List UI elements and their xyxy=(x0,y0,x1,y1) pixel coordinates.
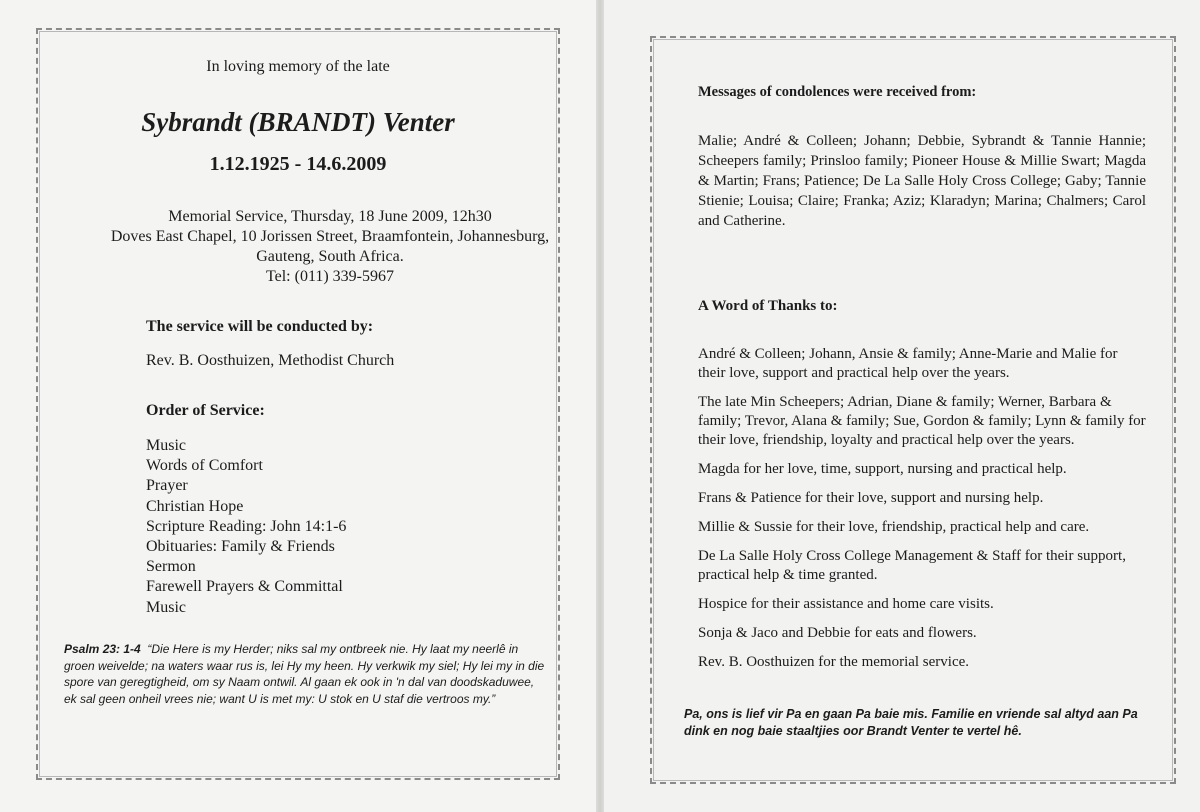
order-item: Scripture Reading: John 14:1-6 xyxy=(146,517,347,535)
thanks-list xyxy=(698,345,1148,682)
order-item: Music xyxy=(146,598,186,616)
order-of-service-list xyxy=(146,436,346,618)
conducted-by-heading: The service will be conducted by: xyxy=(146,318,374,335)
order-of-service-heading: Order of Service: xyxy=(146,402,265,419)
thanks-item: Sonja & Jaco and Debbie for eats and flowers. xyxy=(698,625,977,641)
thanks-item: De La Salle Holy Cross College Management & Staff for their support, practical help & time granted. xyxy=(698,548,1126,583)
order-item: Farewell Prayers & Committal xyxy=(146,578,343,596)
condolences-heading: Messages of condolences were received from: xyxy=(698,84,977,100)
condolences-list: Malie; André & Colleen; Johann; Debbie, Sybrandt & Tannie Hannie; Scheepers family; Prinsloo family; Pioneer House & Millie Swart; Magda & Martin; Frans; Patience; De La Salle Holy Cross College; Gaby; Tannie Stienie; Louisa; Claire; Franka; Aziz; Klaradyn; Marina; Chalmers; Carol and Catherine. xyxy=(698,133,1146,229)
order-item: Words of Comfort xyxy=(146,457,263,475)
thanks-item: Hospice for their assistance and home care visits. xyxy=(698,596,994,612)
thanks-item: Frans & Patience for their love, support and nursing help. xyxy=(698,490,1044,506)
memory-line: In loving memory of the late xyxy=(206,58,390,75)
service-phone-line: Tel: (011) 339-5967 xyxy=(265,268,395,285)
thanks-heading: A Word of Thanks to: xyxy=(698,298,838,314)
service-region-line: Gauteng, South Africa. xyxy=(256,248,404,265)
thanks-item: The late Min Scheepers; Adrian, Diane & family; Werner, Barbara & family; Trevor, Alana & family; Sue, Gordon & family; Lynn & family for their love, friendship, loyalty and practical help over the years. xyxy=(698,394,1146,448)
order-item: Christian Hope xyxy=(146,497,244,515)
psalm-reference: Psalm 23: 1-4 xyxy=(64,642,141,656)
thanks-item: André & Colleen; Johann, Ansie & family; Anne-Marie and Malie for their love, support and practical help over the years. xyxy=(698,346,1118,381)
page-fold xyxy=(596,0,604,812)
thanks-item: Magda for her love, time, support, nursing and practical help. xyxy=(698,461,1067,477)
service-address-line: Doves East Chapel, 10 Jorissen Street, Braamfontein, Johannesburg, xyxy=(110,228,550,245)
thanks-item: Millie & Sussie for their love, friendship, practical help and care. xyxy=(698,519,1090,535)
psalm-passage xyxy=(64,641,550,707)
deceased-name: Sybrandt (BRANDT) Venter xyxy=(141,107,455,137)
psalm-text: “Die Here is my Herder; niks sal my ontbreek nie. Hy laat my neerlê in groen weivelde; na waters waar rus is, lei Hy my heen. Hy verkwik my siel; Hy lei my in die spore van geregtigheid, om sy Naam ontwil. Al gaan ek ook in 'n dal van doodskaduwee, ek sal geen onheil vrees nie; want U is met my: U stok en U staf die vertroos my.” xyxy=(64,642,545,706)
life-dates: 1.12.1925 - 14.6.2009 xyxy=(209,153,387,175)
thanks-item: Rev. B. Oosthuizen for the memorial service. xyxy=(698,654,970,670)
minister-name: Rev. B. Oosthuizen, Methodist Church xyxy=(146,352,395,369)
order-item: Music xyxy=(146,437,186,454)
order-item: Sermon xyxy=(146,558,196,576)
order-item: Prayer xyxy=(146,477,188,495)
service-details xyxy=(0,207,660,287)
closing-message: Pa, ons is lief vir Pa en gaan Pa baie mis. Familie en vriende sal altyd aan Pa dink en nog baie staaltjies oor Brandt Venter te vertel hê. xyxy=(684,707,1138,738)
service-date-line: Memorial Service, Thursday, 18 June 2009, 12h30 xyxy=(168,208,492,225)
order-item: Obituaries: Family & Friends xyxy=(146,538,335,556)
